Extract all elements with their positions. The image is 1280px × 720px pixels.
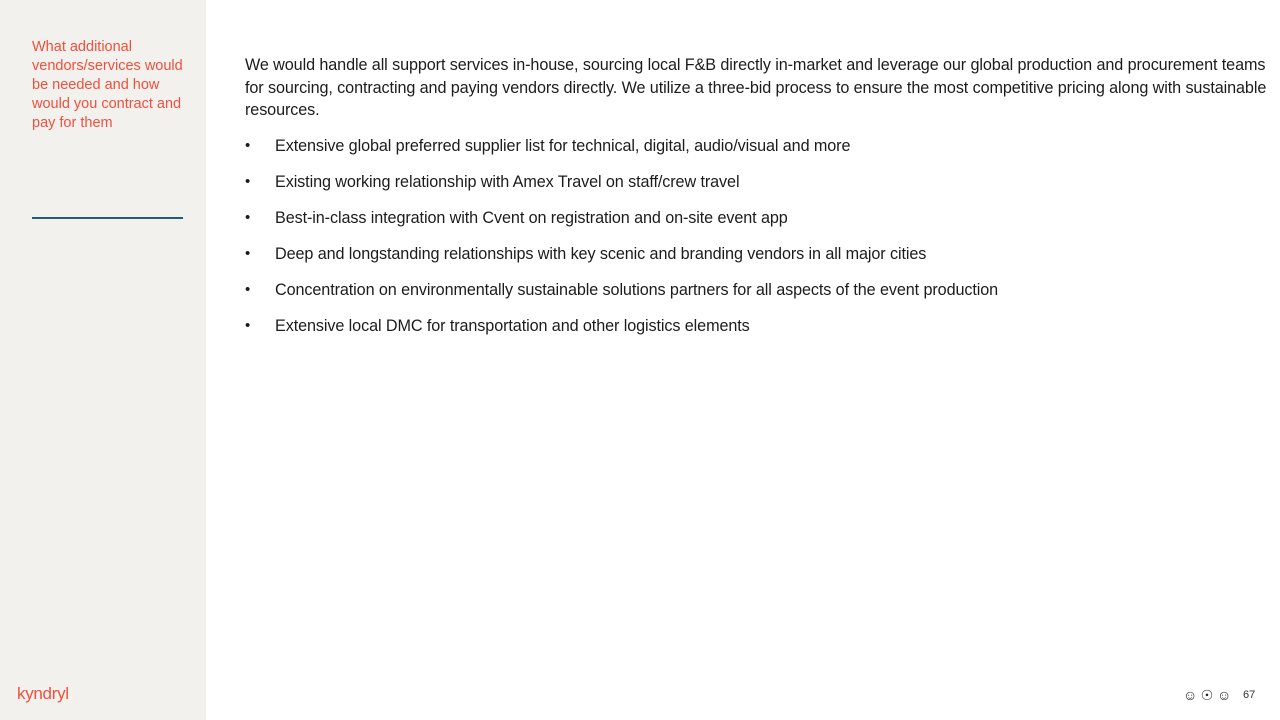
bullet-icon: • xyxy=(245,208,251,226)
smiley-face-icon: ☺ xyxy=(1217,687,1232,703)
list-item xyxy=(245,164,1277,200)
bullet-text: Deep and longstanding relationships with key scenic and branding vendors in all major cities xyxy=(275,244,927,263)
kyndryl-logo: kyndryl xyxy=(17,684,69,703)
list-item xyxy=(245,236,1277,272)
sidebar xyxy=(0,0,206,720)
bullet-text: Extensive global preferred supplier list for technical, digital, audio/visual and more xyxy=(275,136,851,155)
page-number: 67 xyxy=(1243,689,1256,701)
bullet-text: Extensive local DMC for transportation and other logistics elements xyxy=(275,316,750,335)
bullet-list xyxy=(245,128,1277,344)
bullet-icon: • xyxy=(245,136,251,154)
main-content xyxy=(245,54,1277,344)
footer-icons xyxy=(1183,688,1234,702)
list-item xyxy=(245,128,1277,164)
bullet-text: Best-in-class integration with Cvent on registration and on-site event app xyxy=(275,208,788,227)
intro-paragraph: We would handle all support services in-house, sourcing local F&B directly in-market and leverage our global production and procurement teams for sourcing, contracting and paying vendors directly. We utilize a three-bid process to ensure the most competitive pricing along with sustainable resources. xyxy=(245,56,1267,119)
bullet-icon: • xyxy=(245,316,251,334)
list-item xyxy=(245,272,1277,308)
neutral-face-icon: ☉ xyxy=(1200,687,1214,703)
sidebar-divider xyxy=(32,217,183,219)
bullet-icon: • xyxy=(245,280,251,298)
list-item xyxy=(245,200,1277,236)
list-item xyxy=(245,308,1277,344)
bullet-icon: • xyxy=(245,172,251,190)
bullet-icon: • xyxy=(245,244,251,262)
sidebar-question: What additional vendors/services would be needed and how would you contract and pay for them xyxy=(32,39,183,131)
smiley-face-icon: ☺ xyxy=(1183,687,1198,703)
bullet-text: Existing working relationship with Amex Travel on staff/crew travel xyxy=(275,172,740,191)
bullet-text: Concentration on environmentally sustainable solutions partners for all aspects of the event production xyxy=(275,280,999,299)
